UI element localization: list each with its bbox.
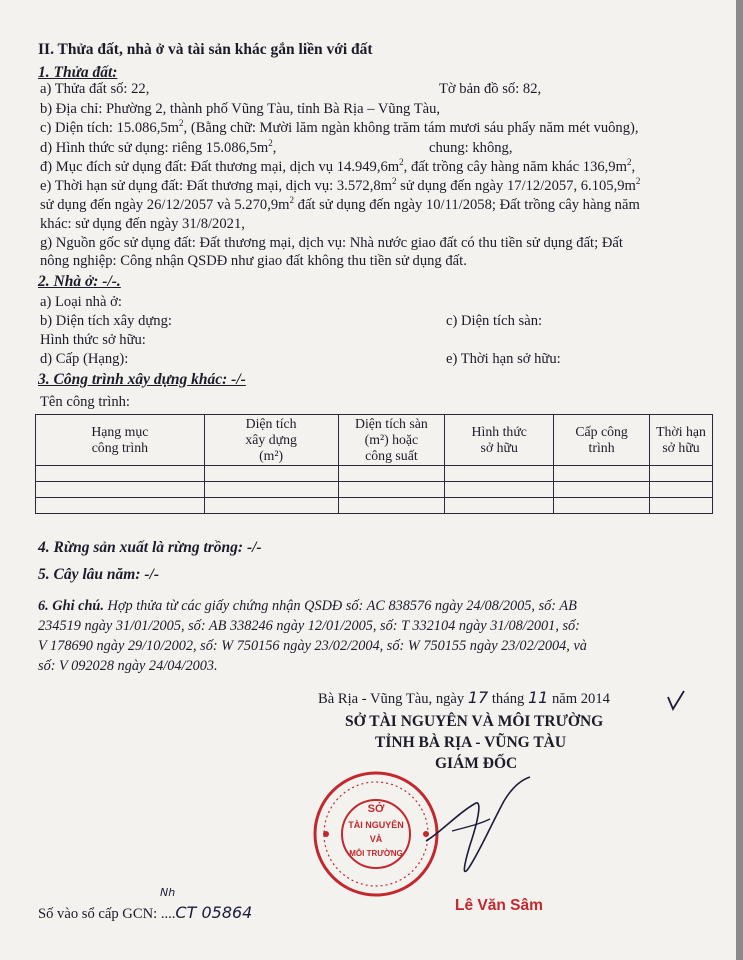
scan-edge — [736, 0, 743, 960]
house-grade: d) Cấp (Hạng): — [40, 351, 129, 367]
org-line1: SỞ TÀI NGUYÊN VÀ MÔI TRƯỜNG — [345, 713, 604, 730]
col-floor-area: Diện tích sàn (m²) hoặc công suất — [338, 415, 445, 466]
col-ownership: Hình thức sở hữu — [445, 415, 554, 466]
land-heading: 1. Thửa đất: — [38, 64, 118, 81]
svg-text:MÔI TRƯỜNG: MÔI TRƯỜNG — [349, 849, 403, 858]
register-value: CT 05864 — [175, 903, 253, 922]
signer-title: GIÁM ĐỐC — [435, 755, 518, 772]
parcel-number: a) Thửa đất số: 22, — [40, 81, 150, 97]
col-build-area: Diện tích xây dựng (m²) — [204, 415, 338, 466]
table-row — [36, 482, 713, 498]
handwritten-tick-icon — [666, 689, 686, 713]
works-table-header — [36, 415, 713, 466]
table-row — [36, 466, 713, 482]
sign-month: 11 — [527, 688, 549, 707]
house-ownership: Hình thức sở hữu: — [40, 332, 146, 348]
house-type: a) Loại nhà ở: — [40, 294, 122, 310]
works-table — [35, 414, 713, 514]
map-sheet-number: Tờ bản đồ số: 82, — [439, 81, 542, 97]
sign-day: 17 — [467, 688, 489, 707]
sign-date: Bà Rịa - Vũng Tàu, ngày 17 tháng 11 năm 2014 — [318, 688, 610, 707]
col-category: Hạng mục công trình — [36, 415, 205, 466]
land-area: c) Diện tích: $15.086,5m^2$, (Bằng chữ: Mười lăm ngàn không trăm tám mươi sáu phẩy năm mét vuông), — [40, 118, 639, 136]
col-term: Thời hạn sở hữu — [650, 415, 713, 466]
notes-line1: 6. Ghi chú. Hợp thửa từ các giấy chứng nhận QSDĐ số: AC 838576 ngày 24/08/2005, số: AB — [38, 598, 577, 614]
land-term-line1: e) Thời hạn sử dụng đất: Đất thương mại, dịch vụ: $3.572,8m^2$ sử dụng đến ngày 17/12/2057, $6.105,9m^2$ — [40, 176, 641, 194]
house-heading: 2. Nhà ở: -/-. — [38, 273, 121, 290]
perennial-heading: 5. Cây lâu năm: -/- — [38, 566, 159, 583]
land-term-line2: sử dụng đến ngày 26/12/2057 và $5.270,9m^2$ đất sử dụng đến ngày 10/11/2058; Đất trồng cây hàng năm — [40, 195, 640, 213]
house-term: e) Thời hạn sở hữu: — [446, 351, 561, 367]
col-grade: Cấp công trình — [554, 415, 650, 466]
section-title: II. Thửa đất, nhà ở và tài sản khác gắn liền với đất — [38, 41, 373, 58]
register-initials: Nh — [160, 886, 176, 899]
signer-name: Lê Văn Sâm — [455, 897, 543, 914]
forest-heading: 4. Rừng sản xuất là rừng trồng: -/- — [38, 539, 262, 556]
land-origin-line2: nông nghiệp: Công nhận QSDĐ như giao đất không thu tiền sử dụng đất. — [40, 253, 467, 269]
svg-text:TÀI NGUYÊN: TÀI NGUYÊN — [348, 820, 404, 830]
svg-text:VÀ: VÀ — [369, 834, 383, 844]
svg-text:SỞ: SỞ — [367, 803, 385, 815]
works-name-label: Tên công trình: — [40, 394, 130, 410]
land-address: b) Địa chỉ: Phường 2, thành phố Vũng Tàu, tỉnh Bà Rịa – Vũng Tàu, — [40, 101, 441, 117]
works-heading: 3. Công trình xây dựng khác: -/- — [38, 371, 246, 388]
usage-form-shared: chung: không, — [429, 140, 513, 156]
land-purpose: đ) Mục đích sử dụng đất: Đất thương mại, dịch vụ $14.949,6m^2$, đất trồng cây hàng năm khác $136,9m^2$, — [40, 157, 636, 175]
land-term-line3: khác: sử dụng đến ngày 31/8/2021, — [40, 216, 245, 232]
signature-icon — [418, 773, 538, 885]
notes-line3: V 178690 ngày 29/10/2002, số: W 750156 ngày 23/02/2004, số: W 750155 ngày 23/02/2004, và — [38, 638, 587, 654]
land-origin-line1: g) Nguồn gốc sử dụng đất: Đất thương mại, dịch vụ: Nhà nước giao đất có thu tiền sử dụng đất; Đất — [40, 235, 623, 251]
house-floor-area: c) Diện tích sàn: — [446, 313, 543, 329]
table-row — [36, 498, 713, 514]
house-build-area: b) Diện tích xây dựng: — [40, 313, 172, 329]
register-number: Số vào sổ cấp GCN: ....CT 05864 — [38, 903, 253, 922]
usage-form: d) Hình thức sử dụng: riêng $15.086,5m^2$, — [40, 138, 277, 156]
org-line2: TỈNH BÀ RỊA - VŨNG TÀU — [375, 734, 567, 751]
notes-line2: 234519 ngày 31/01/2005, số: AB 338246 ngày 12/01/2005, số: T 332104 ngày 31/08/2001, số: — [38, 618, 580, 634]
notes-line4: số: V 092028 ngày 24/04/2003. — [38, 658, 218, 674]
